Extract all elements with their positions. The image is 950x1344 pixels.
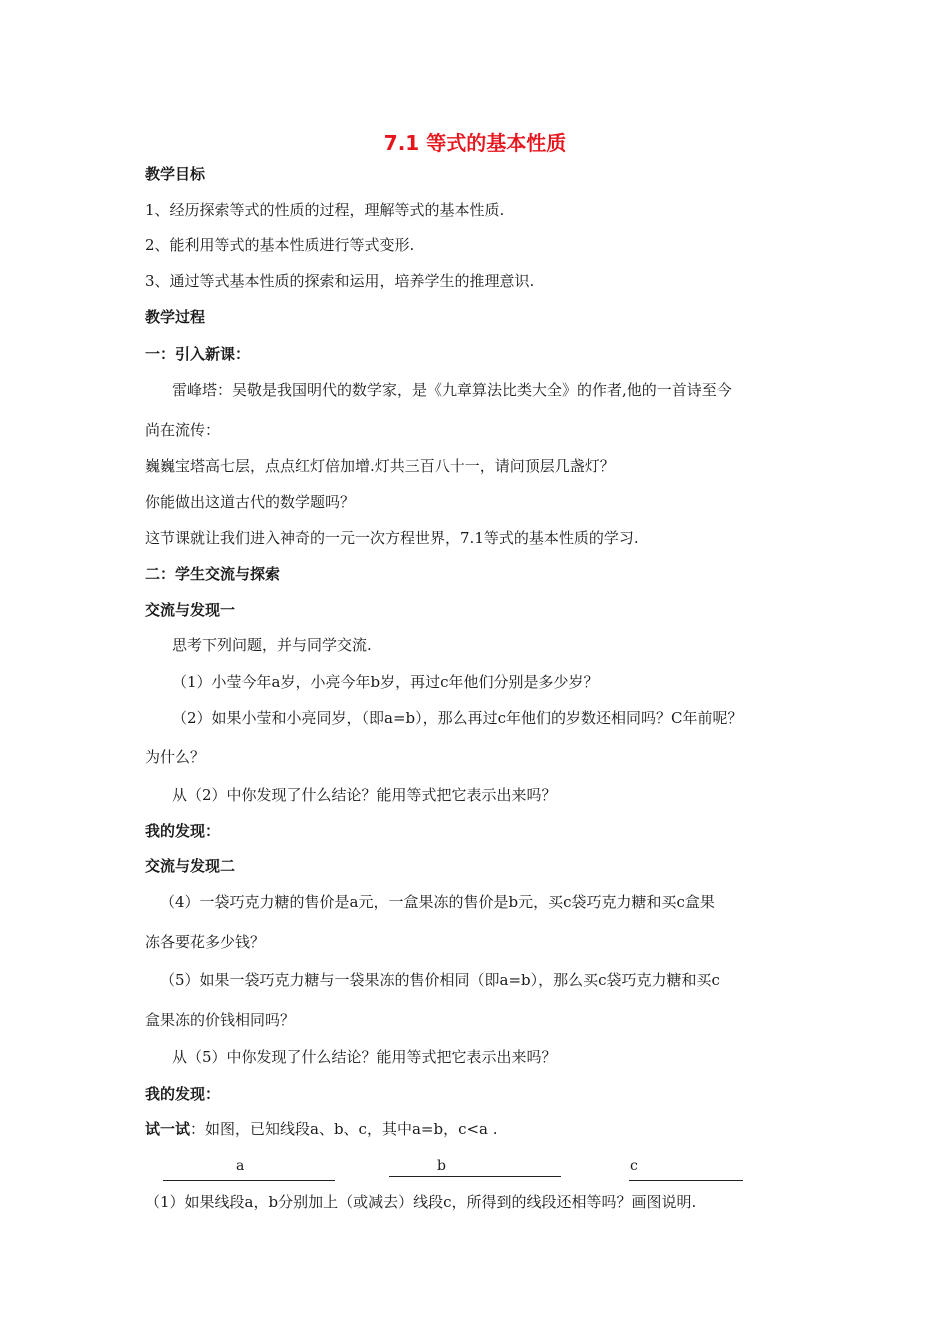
- part1-heading: 一：引入新课：: [145, 345, 251, 363]
- try-it-line: [145, 1119, 498, 1139]
- question-5-line-1: （5）如果一袋巧克力糖与一袋果冻的售价相同（即a=b），那么买c袋巧克力糖和买c: [160, 971, 720, 989]
- segment-c: [629, 1180, 743, 1181]
- story-line-2: 尚在流传：: [145, 421, 221, 439]
- document-title: 7.1 等式的基本性质: [383, 131, 567, 155]
- question-5-line-2: 盒果冻的价钱相同吗？: [145, 1011, 296, 1029]
- discovery2-heading: 交流与发现二: [145, 857, 236, 875]
- finding-1: 我的发现：: [145, 822, 221, 840]
- goal-item-3: 3、通过等式基本性质的探索和运用，培养学生的推理意识.: [145, 272, 535, 290]
- goal-item-2: 2、能利用等式的基本性质进行等式变形.: [145, 236, 415, 254]
- segment-a: [163, 1180, 335, 1181]
- discovery1-prompt: 思考下列问题，并与同学交流.: [172, 636, 372, 654]
- lesson-intro: 这节课就让我们进入神奇的一元一次方程世界，7.1等式的基本性质的学习.: [145, 529, 639, 547]
- goals-heading: 教学目标: [145, 165, 206, 183]
- goal-item-1: 1、经历探索等式的性质的过程，理解等式的基本性质.: [145, 201, 505, 219]
- question-4-line-1: （4）一袋巧克力糖的售价是a元，一盒果冻的售价是b元，买c袋巧克力糖和买c盒果: [160, 893, 715, 911]
- story-line-1: 雷峰塔：吴敬是我国明代的数学家，是《九章算法比类大全》的作者,他的一首诗至今: [172, 381, 732, 399]
- question-2-line-2: 为什么？: [145, 748, 206, 766]
- question-6: 从（5）中你发现了什么结论？能用等式把它表示出来吗？: [172, 1048, 557, 1066]
- part2-heading: 二：学生交流与探索: [145, 565, 281, 583]
- question-4-line-2: 冻各要花多少钱？: [145, 933, 266, 951]
- question-1: （1）小莹今年a岁，小亮今年b岁，再过c年他们分别是多少岁？: [172, 673, 599, 691]
- process-heading: 教学过程: [145, 308, 206, 326]
- segment-b: [389, 1176, 561, 1177]
- segment-a-label: a: [236, 1158, 245, 1174]
- question-3: 从（2）中你发现了什么结论？能用等式把它表示出来吗？: [172, 786, 557, 804]
- try-it-text: ：如图，已知线段a、b、c，其中a=b，c<a .: [190, 1120, 498, 1138]
- poem: 巍巍宝塔高七层，点点红灯倍加增.灯共三百八十一，请问顶层几盏灯？: [145, 457, 615, 475]
- question-2-line-1: （2）如果小莹和小亮同岁，（即a=b），那么再过c年他们的岁数还相同吗？C年前呢？: [172, 709, 743, 727]
- poem-question: 你能做出这道古代的数学题吗？: [145, 493, 356, 511]
- segment-c-label: c: [630, 1158, 638, 1174]
- try-it-question-1: （1）如果线段a，b分别加上（或减去）线段c，所得到的线段还相等吗？画图说明.: [145, 1193, 697, 1211]
- finding-2: 我的发现：: [145, 1085, 221, 1103]
- discovery1-heading: 交流与发现一: [145, 601, 236, 619]
- segment-b-label: b: [437, 1158, 446, 1174]
- try-it-label: 试一试: [145, 1120, 191, 1138]
